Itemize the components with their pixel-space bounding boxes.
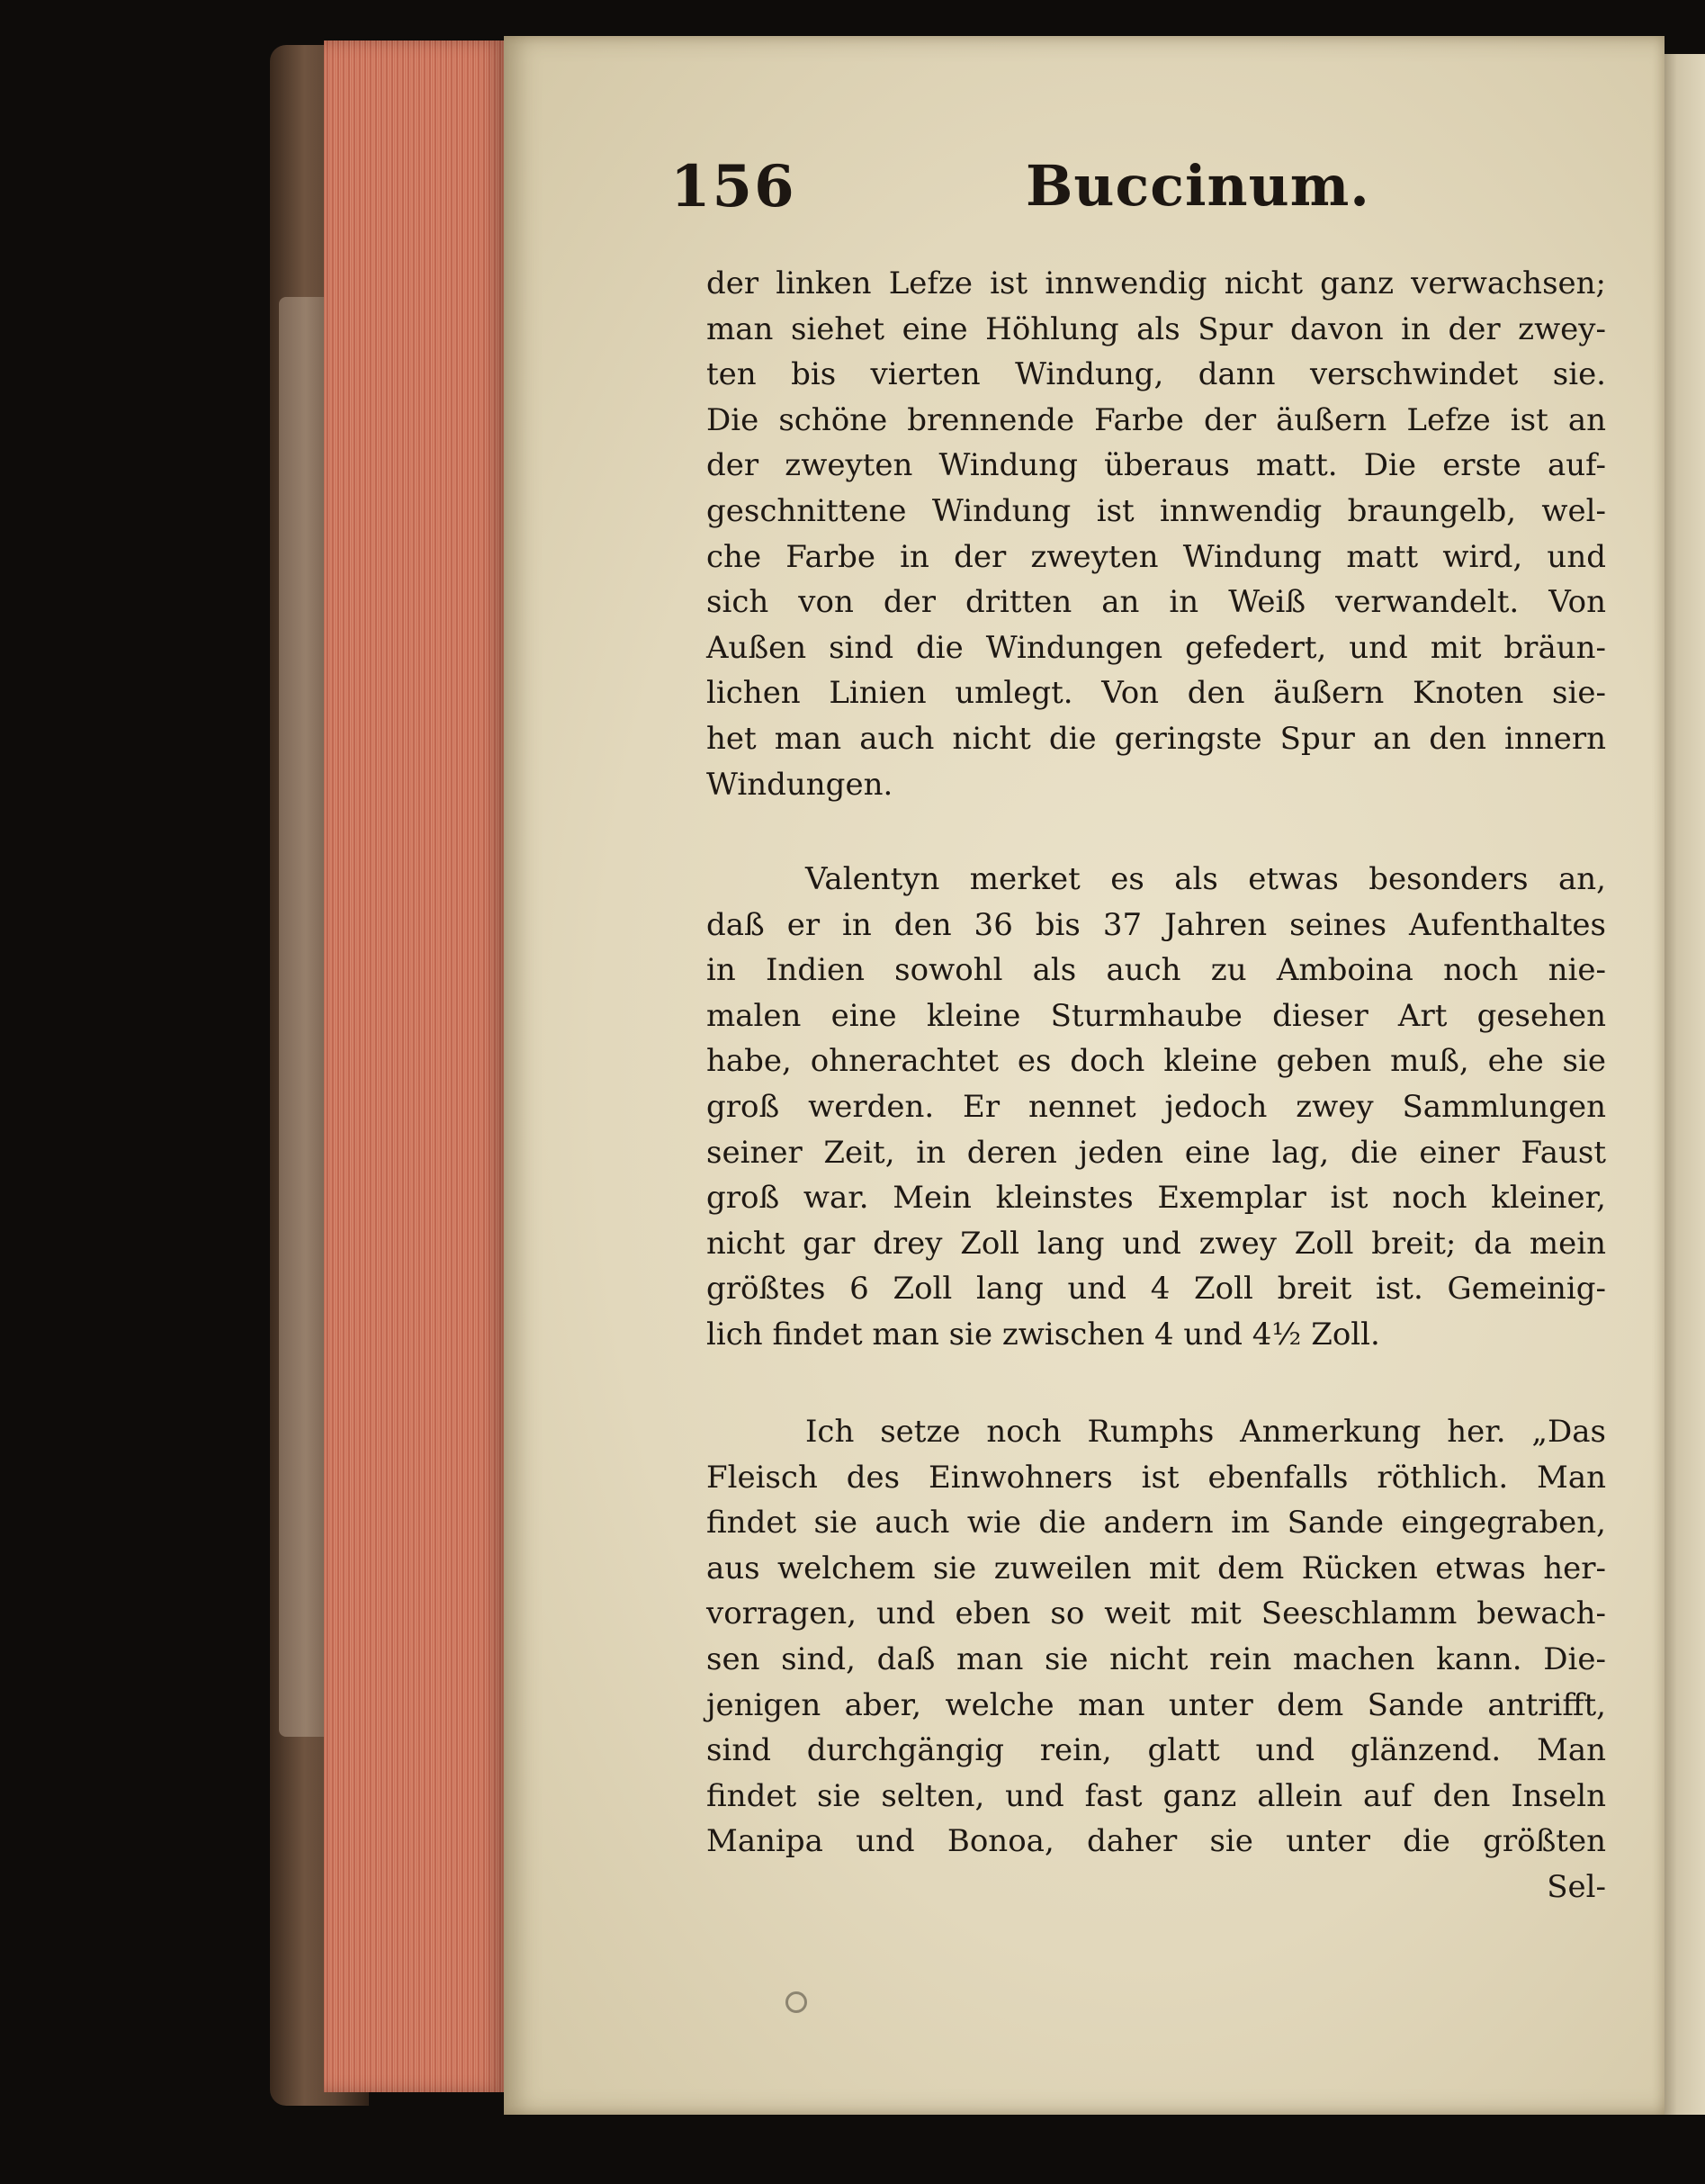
text-line: groß werden. Er nennet jedoch zwey Sammlungen — [706, 1088, 1606, 1125]
text-line: findet sie auch wie die andern im Sande eingegraben, — [706, 1505, 1606, 1541]
text-line: sen sind, daß man sie nicht rein machen kann. Die- — [706, 1640, 1606, 1677]
page-edges — [324, 40, 504, 2092]
text-line: nicht gar drey Zoll lang und zwey Zoll breit; da mein — [706, 1225, 1606, 1262]
text-line: man siehet eine Höhlung als Spur davon in der zwey- — [706, 310, 1606, 347]
running-head — [670, 153, 1615, 234]
catchword: Sel- — [1547, 1868, 1606, 1905]
text-line: Windungen. — [706, 766, 893, 803]
text-line: in Indien sowohl als auch zu Amboina noch nie- — [706, 952, 1606, 989]
text-line: daß er in den 36 bis 37 Jahren seines Aufenthaltes — [706, 906, 1606, 943]
text-line: aus welchem sie zuweilen mit dem Rücken etwas her- — [706, 1550, 1606, 1586]
paragraph-2 — [706, 857, 1606, 1358]
paragraph-1 — [706, 261, 1606, 807]
paragraph-3 — [706, 1409, 1606, 1910]
text-line: Fleisch des Einwohners ist ebenfalls röthlich. Man — [706, 1459, 1606, 1496]
page-number: 156 — [670, 153, 796, 220]
text-line: der linken Lefze ist innwendig nicht ganz verwachsen; — [706, 265, 1606, 301]
text-line: jenigen aber, welche man unter dem Sande antrifft, — [706, 1686, 1606, 1723]
page-title: Buccinum. — [1026, 153, 1370, 219]
text-line: sind durchgängig rein, glatt und glänzend. Man — [706, 1732, 1606, 1769]
text-line: geschnittene Windung ist innwendig braungelb, wel- — [706, 492, 1606, 529]
ring-stain — [785, 1991, 807, 2013]
text-line: lich findet man sie zwischen 4 und 4½ Zoll. — [706, 1316, 1380, 1353]
text-line: lichen Linien umlegt. Von den äußern Knoten sie- — [706, 675, 1606, 712]
text-line: ten bis vierten Windung, dann verschwindet sie. — [706, 356, 1606, 393]
text-line: der zweyten Windung überaus matt. Die erste auf- — [706, 447, 1606, 484]
text-line: groß war. Mein kleinstes Exemplar ist noch kleiner, — [706, 1180, 1606, 1217]
text-line: seiner Zeit, in deren jeden eine lag, die einer Faust — [706, 1134, 1606, 1171]
text-line: sich von der dritten an in Weiß verwandelt. Von — [706, 584, 1606, 621]
text-line: vorragen, und eben so weit mit Seeschlamm bewach- — [706, 1595, 1606, 1632]
text-line: größtes 6 Zoll lang und 4 Zoll breit ist. Gemeinig- — [706, 1271, 1606, 1308]
text-line: het man auch nicht die geringste Spur an den innern — [706, 720, 1606, 757]
text-line: che Farbe in der zweyten Windung matt wird, und — [706, 538, 1606, 575]
text-line: Die schöne brennende Farbe der äußern Lefze ist an — [706, 401, 1606, 438]
text-line: Ich setze noch Rumphs Anmerkung her. „Das — [805, 1414, 1606, 1450]
text-line: Valentyn merket es als etwas besonders an, — [805, 861, 1606, 897]
text-line: habe, ohnerachtet es doch kleine geben muß, ehe sie — [706, 1043, 1606, 1080]
text-line: Außen sind die Windungen gefedert, und mit bräun- — [706, 629, 1606, 666]
text-line: malen eine kleine Sturmhaube dieser Art gesehen — [706, 997, 1606, 1034]
text-line: findet sie selten, und fast ganz allein auf den Inseln — [706, 1777, 1606, 1814]
text-line: Manipa und Bonoa, daher sie unter die größten — [706, 1823, 1606, 1860]
